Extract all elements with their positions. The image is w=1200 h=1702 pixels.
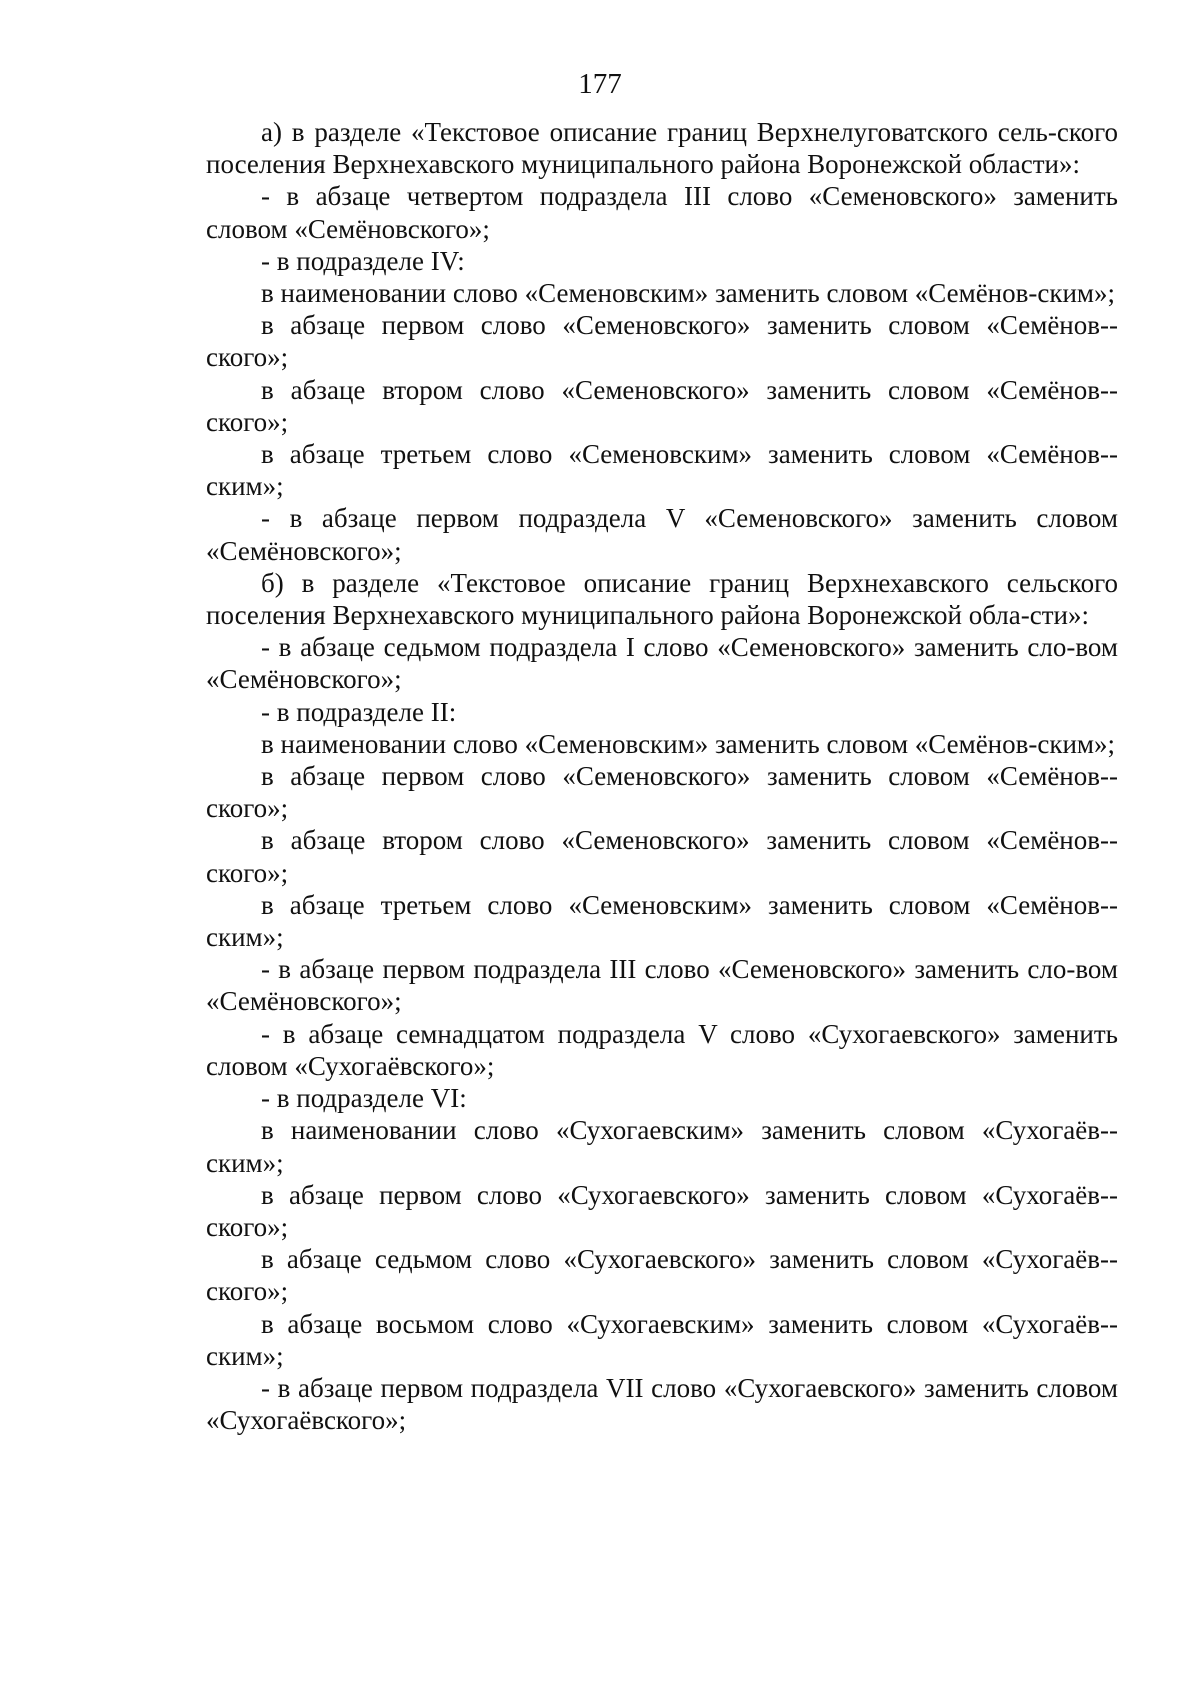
paragraph: в абзаце третьем слово «Семеновским» заменить словом «Семёнов-ским»; (206, 439, 1118, 502)
paragraph: в абзаце втором слово «Семеновского» заменить словом «Семёнов-ского»; (206, 374, 1118, 437)
paragraph: в абзаце седьмом слово «Сухогаевского» заменить словом «Сухогаёв-ского»; (206, 1244, 1118, 1307)
page-number: 177 (578, 68, 622, 100)
paragraph: в наименовании слово «Семеновским» заменить словом «Семёнов-ским»; (261, 728, 1116, 759)
document-body (206, 116, 1118, 1436)
paragraph: - в абзаце седьмом подраздела I слово «Семеновского» заменить сло-вом «Семёновского»; (206, 632, 1118, 695)
paragraph: в абзаце первом слово «Семеновского» заменить словом «Семёнов-ского»; (206, 310, 1118, 373)
paragraph: в абзаце первом слово «Сухогаевского» заменить словом «Сухогаёв-ского»; (206, 1179, 1118, 1242)
paragraph: - в подразделе VI: (261, 1083, 467, 1114)
paragraph: в абзаце втором слово «Семеновского» заменить словом «Семёнов-ского»; (206, 825, 1118, 888)
paragraph: в абзаце третьем слово «Семеновским» заменить словом «Семёнов-ским»; (206, 889, 1118, 953)
paragraph: в абзаце первом слово «Семеновского» заменить словом «Семёнов-ского»; (206, 761, 1118, 824)
paragraph: - в абзаце семнадцатом подраздела V слово «Сухогаевского» заменить словом «Сухогаёвского»; (206, 1018, 1118, 1081)
paragraph: б) в разделе «Текстовое описание границ Верхнехавского сельского поселения Верхнехавского муниципального района Воронежской обла-сти»: (206, 567, 1118, 631)
paragraph: - в подразделе IV: (261, 245, 465, 276)
paragraph: - в абзаце четвертом подраздела III слово «Семеновского» заменить словом «Семёновского»; (206, 181, 1118, 244)
paragraph: - в абзаце первом подраздела VII слово «Сухогаевского» заменить словом «Сухогаёвского»; (206, 1372, 1118, 1436)
paragraph: - в абзаце первом подраздела V «Семеновского» заменить словом «Семёновского»; (206, 503, 1118, 566)
paragraph: в наименовании слово «Семеновским» заменить словом «Семёнов-ским»; (261, 278, 1116, 309)
paragraph: а) в разделе «Текстовое описание границ Верхнелуговатского сель-ского поселения Верхнехавского муниципального района Воронежской области»: (206, 117, 1118, 180)
paragraph: - в подразделе II: (261, 696, 457, 727)
paragraph: в абзаце восьмом слово «Сухогаевским» заменить словом «Сухогаёв-ским»; (206, 1308, 1118, 1371)
paragraph: - в абзаце первом подраздела III слово «Семеновского» заменить сло-вом «Семёновского»; (206, 954, 1118, 1017)
paragraph: в наименовании слово «Сухогаевским» заменить словом «Сухогаёв-ским»; (206, 1115, 1118, 1178)
